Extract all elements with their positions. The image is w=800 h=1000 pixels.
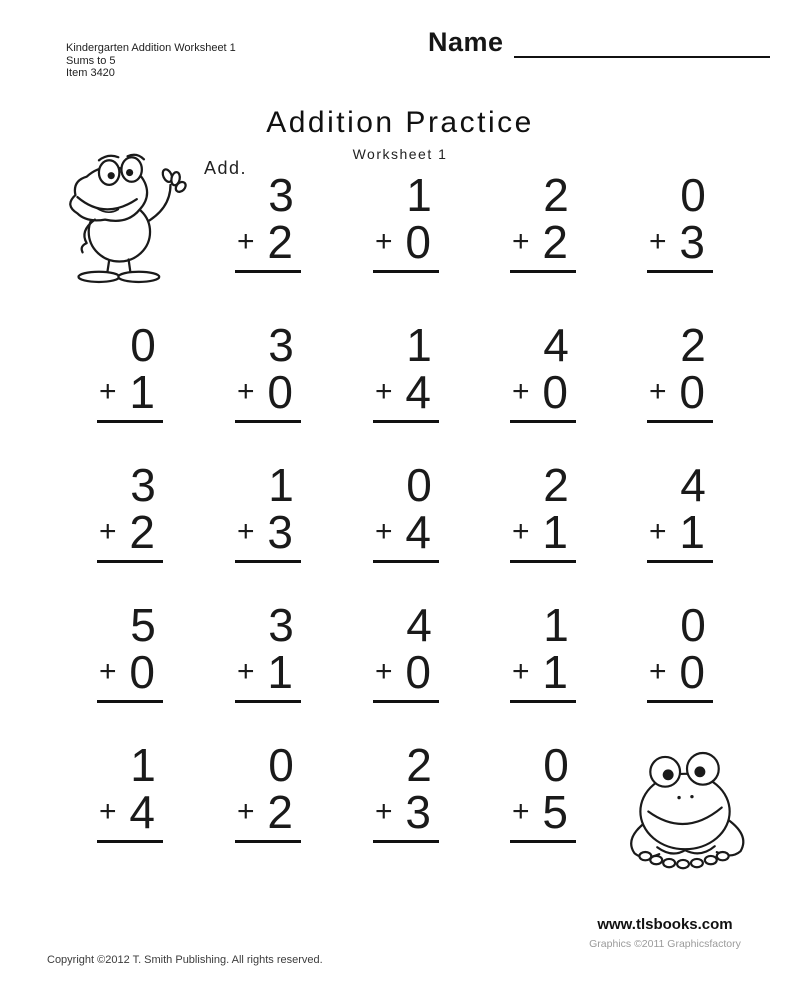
bottom-addend: 4 — [405, 506, 431, 558]
website-url: www.tlsbooks.com — [597, 916, 733, 933]
answer-line — [373, 840, 439, 843]
bottom-addend: 0 — [679, 646, 705, 698]
addition-problem — [235, 459, 301, 563]
bottom-addend-row — [97, 506, 163, 558]
plus-sign: + — [237, 795, 255, 828]
top-addend: 3 — [130, 459, 156, 511]
addition-problem — [373, 319, 439, 423]
plus-sign: + — [649, 225, 667, 258]
top-addend: 3 — [268, 319, 294, 371]
plus-sign: + — [375, 655, 393, 688]
top-addend: 4 — [406, 599, 432, 651]
answer-line — [97, 560, 163, 563]
bottom-addend: 0 — [405, 646, 431, 698]
sitting-frog-icon — [616, 750, 758, 874]
bottom-addend-row — [373, 216, 439, 268]
plus-sign: + — [237, 655, 255, 688]
top-addend: 2 — [680, 319, 706, 371]
plus-sign: + — [237, 225, 255, 258]
answer-line — [510, 270, 576, 273]
answer-line — [373, 270, 439, 273]
answer-line — [235, 560, 301, 563]
addition-problem — [510, 459, 576, 563]
page-subtitle: Worksheet 1 — [352, 146, 448, 162]
bottom-addend: 5 — [542, 786, 568, 838]
addition-problem — [373, 599, 439, 703]
top-addend: 0 — [268, 739, 294, 791]
plus-sign: + — [512, 655, 530, 688]
addition-problem — [373, 169, 439, 273]
answer-line — [373, 420, 439, 423]
bottom-addend: 3 — [679, 216, 705, 268]
answer-line — [510, 560, 576, 563]
plus-sign: + — [649, 515, 667, 548]
top-addend: 3 — [268, 169, 294, 221]
answer-line — [373, 700, 439, 703]
plus-sign: + — [512, 225, 530, 258]
top-addend: 2 — [543, 459, 569, 511]
bottom-addend: 4 — [129, 786, 155, 838]
worksheet-info-sums: Sums to 5 — [66, 54, 116, 67]
bottom-addend-row — [235, 366, 301, 418]
waving-frog-icon — [56, 146, 194, 284]
addition-problem — [97, 459, 163, 563]
bottom-addend: 1 — [267, 646, 293, 698]
answer-line — [235, 700, 301, 703]
plus-sign: + — [375, 515, 393, 548]
bottom-addend-row — [235, 786, 301, 838]
top-addend: 5 — [130, 599, 156, 651]
addition-problem — [647, 459, 713, 563]
answer-line — [373, 560, 439, 563]
page-title: Addition Practice — [266, 106, 534, 139]
bottom-addend: 0 — [405, 216, 431, 268]
plus-sign: + — [99, 655, 117, 688]
bottom-addend-row — [510, 216, 576, 268]
bottom-addend-row — [373, 646, 439, 698]
bottom-addend: 2 — [267, 216, 293, 268]
bottom-addend-row — [97, 646, 163, 698]
addition-problem — [235, 319, 301, 423]
top-addend: 2 — [543, 169, 569, 221]
bottom-addend-row — [235, 646, 301, 698]
top-addend: 0 — [130, 319, 156, 371]
answer-line — [510, 700, 576, 703]
addition-problem — [510, 169, 576, 273]
top-addend: 0 — [680, 169, 706, 221]
plus-sign: + — [237, 375, 255, 408]
bottom-addend: 4 — [405, 366, 431, 418]
top-addend: 4 — [680, 459, 706, 511]
bottom-addend: 1 — [542, 506, 568, 558]
bottom-addend-row — [97, 786, 163, 838]
bottom-addend: 0 — [679, 366, 705, 418]
answer-line — [510, 420, 576, 423]
answer-line — [235, 840, 301, 843]
addition-problem — [235, 169, 301, 273]
addition-problem — [97, 319, 163, 423]
bottom-addend: 1 — [679, 506, 705, 558]
plus-sign: + — [512, 515, 530, 548]
addition-problem — [373, 739, 439, 843]
bottom-addend-row — [373, 506, 439, 558]
answer-line — [647, 270, 713, 273]
copyright-notice: Copyright ©2012 T. Smith Publishing. All rights reserved. — [47, 954, 323, 966]
addition-problem — [235, 599, 301, 703]
plus-sign: + — [649, 655, 667, 688]
answer-line — [647, 700, 713, 703]
top-addend: 2 — [406, 739, 432, 791]
addition-problem — [510, 319, 576, 423]
top-addend: 1 — [543, 599, 569, 651]
plus-sign: + — [99, 515, 117, 548]
bottom-addend: 2 — [129, 506, 155, 558]
bottom-addend-row — [373, 366, 439, 418]
bottom-addend-row — [510, 646, 576, 698]
bottom-addend-row — [647, 366, 713, 418]
plus-sign: + — [649, 375, 667, 408]
plus-sign: + — [375, 795, 393, 828]
answer-line — [235, 270, 301, 273]
bottom-addend: 2 — [542, 216, 568, 268]
plus-sign: + — [99, 375, 117, 408]
plus-sign: + — [512, 375, 530, 408]
addition-problem — [510, 739, 576, 843]
top-addend: 1 — [406, 319, 432, 371]
bottom-addend-row — [510, 506, 576, 558]
bottom-addend: 1 — [129, 366, 155, 418]
bottom-addend-row — [235, 216, 301, 268]
worksheet-info — [66, 42, 236, 80]
worksheet-info-title: Kindergarten Addition Worksheet 1 — [66, 42, 236, 54]
top-addend: 3 — [268, 599, 294, 651]
addition-problem — [373, 459, 439, 563]
bottom-addend: 2 — [267, 786, 293, 838]
graphics-credit: Graphics ©2011 Graphicsfactory — [589, 938, 741, 950]
bottom-addend: 3 — [405, 786, 431, 838]
top-addend: 0 — [543, 739, 569, 791]
bottom-addend-row — [510, 366, 576, 418]
plus-sign: + — [99, 795, 117, 828]
name-blank-line — [514, 26, 770, 58]
bottom-addend-row — [373, 786, 439, 838]
answer-line — [97, 420, 163, 423]
bottom-addend-row — [235, 506, 301, 558]
addition-problem — [235, 739, 301, 843]
addition-problem — [647, 169, 713, 273]
worksheet-info-item: Item 3420 — [66, 67, 115, 79]
bottom-addend: 0 — [267, 366, 293, 418]
answer-line — [97, 700, 163, 703]
top-addend: 1 — [130, 739, 156, 791]
bottom-addend: 0 — [542, 366, 568, 418]
bottom-addend-row — [647, 506, 713, 558]
answer-line — [235, 420, 301, 423]
addition-problem — [97, 739, 163, 843]
addition-problem — [647, 319, 713, 423]
plus-sign: + — [512, 795, 530, 828]
bottom-addend: 1 — [542, 646, 568, 698]
instruction-label: Add. — [204, 158, 248, 178]
plus-sign: + — [375, 375, 393, 408]
answer-line — [647, 420, 713, 423]
addition-problem — [510, 599, 576, 703]
answer-line — [97, 840, 163, 843]
top-addend: 1 — [268, 459, 294, 511]
addition-problem — [97, 599, 163, 703]
top-addend: 0 — [680, 599, 706, 651]
top-addend: 0 — [406, 459, 432, 511]
top-addend: 4 — [543, 319, 569, 371]
bottom-addend-row — [510, 786, 576, 838]
bottom-addend-row — [647, 646, 713, 698]
bottom-addend: 0 — [129, 646, 155, 698]
top-addend: 1 — [406, 169, 432, 221]
plus-sign: + — [237, 515, 255, 548]
name-label: Name — [428, 27, 504, 57]
bottom-addend-row — [647, 216, 713, 268]
addition-problem — [647, 599, 713, 703]
bottom-addend-row — [97, 366, 163, 418]
plus-sign: + — [375, 225, 393, 258]
name-field — [428, 26, 770, 58]
answer-line — [510, 840, 576, 843]
bottom-addend: 3 — [267, 506, 293, 558]
answer-line — [647, 560, 713, 563]
